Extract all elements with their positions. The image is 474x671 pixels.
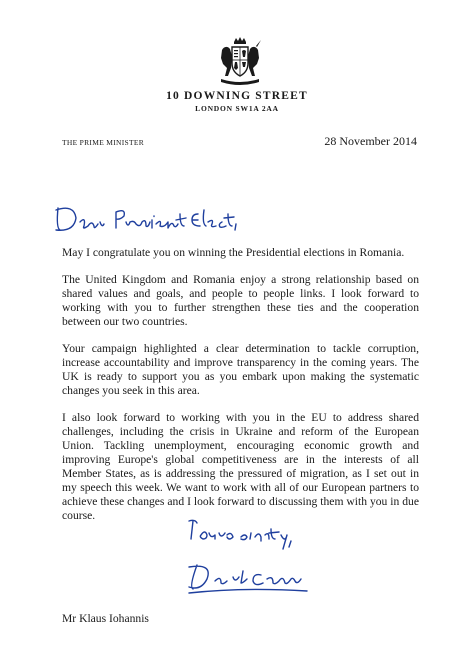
paragraph: May I congratulate you on winning the Presidential elections in Romania. [62,246,405,259]
letter-date: 28 November 2014 [324,134,417,148]
handwritten-closing [183,515,303,555]
royal-coat-of-arms-icon [218,36,262,86]
address-line-1: 10 DOWNING STREET [166,90,308,102]
paragraph: The United Kingdom and Romania enjoy a strong relationship based on shared values and goals, and people to people links. I look forward to working with you to further strengthen these ties and the cooperation between our two countries. [62,273,419,328]
paragraph: Your campaign highlighted a clear determination to tackle corruption, increase accountability and improve transparency in the coming years. The UK is ready to support you as you embark upon making the systematic changes you seek in this area. [62,342,419,397]
addressee-name: Mr Klaus Iohannis [62,612,149,625]
letter-body [62,246,419,536]
address-line-2: LONDON SW1A 2AA [195,104,279,113]
sender-title: THE PRIME MINISTER [62,138,145,147]
handwritten-signature [183,557,313,597]
paragraph: I also look forward to working with you in the EU to address shared challenges, including the crisis in Ukraine and reform of the European Union. Tackling unemployment, encouraging economic growth and improving Europe's global competitiveness are in the interests of all Member States, as is addressing the pressured of migration, as I set out in my speech this week. We want to work with all of our European partners to achieve these changes and I look forward to discussing them with you in due course. [62,411,419,522]
handwritten-salutation [52,198,242,238]
